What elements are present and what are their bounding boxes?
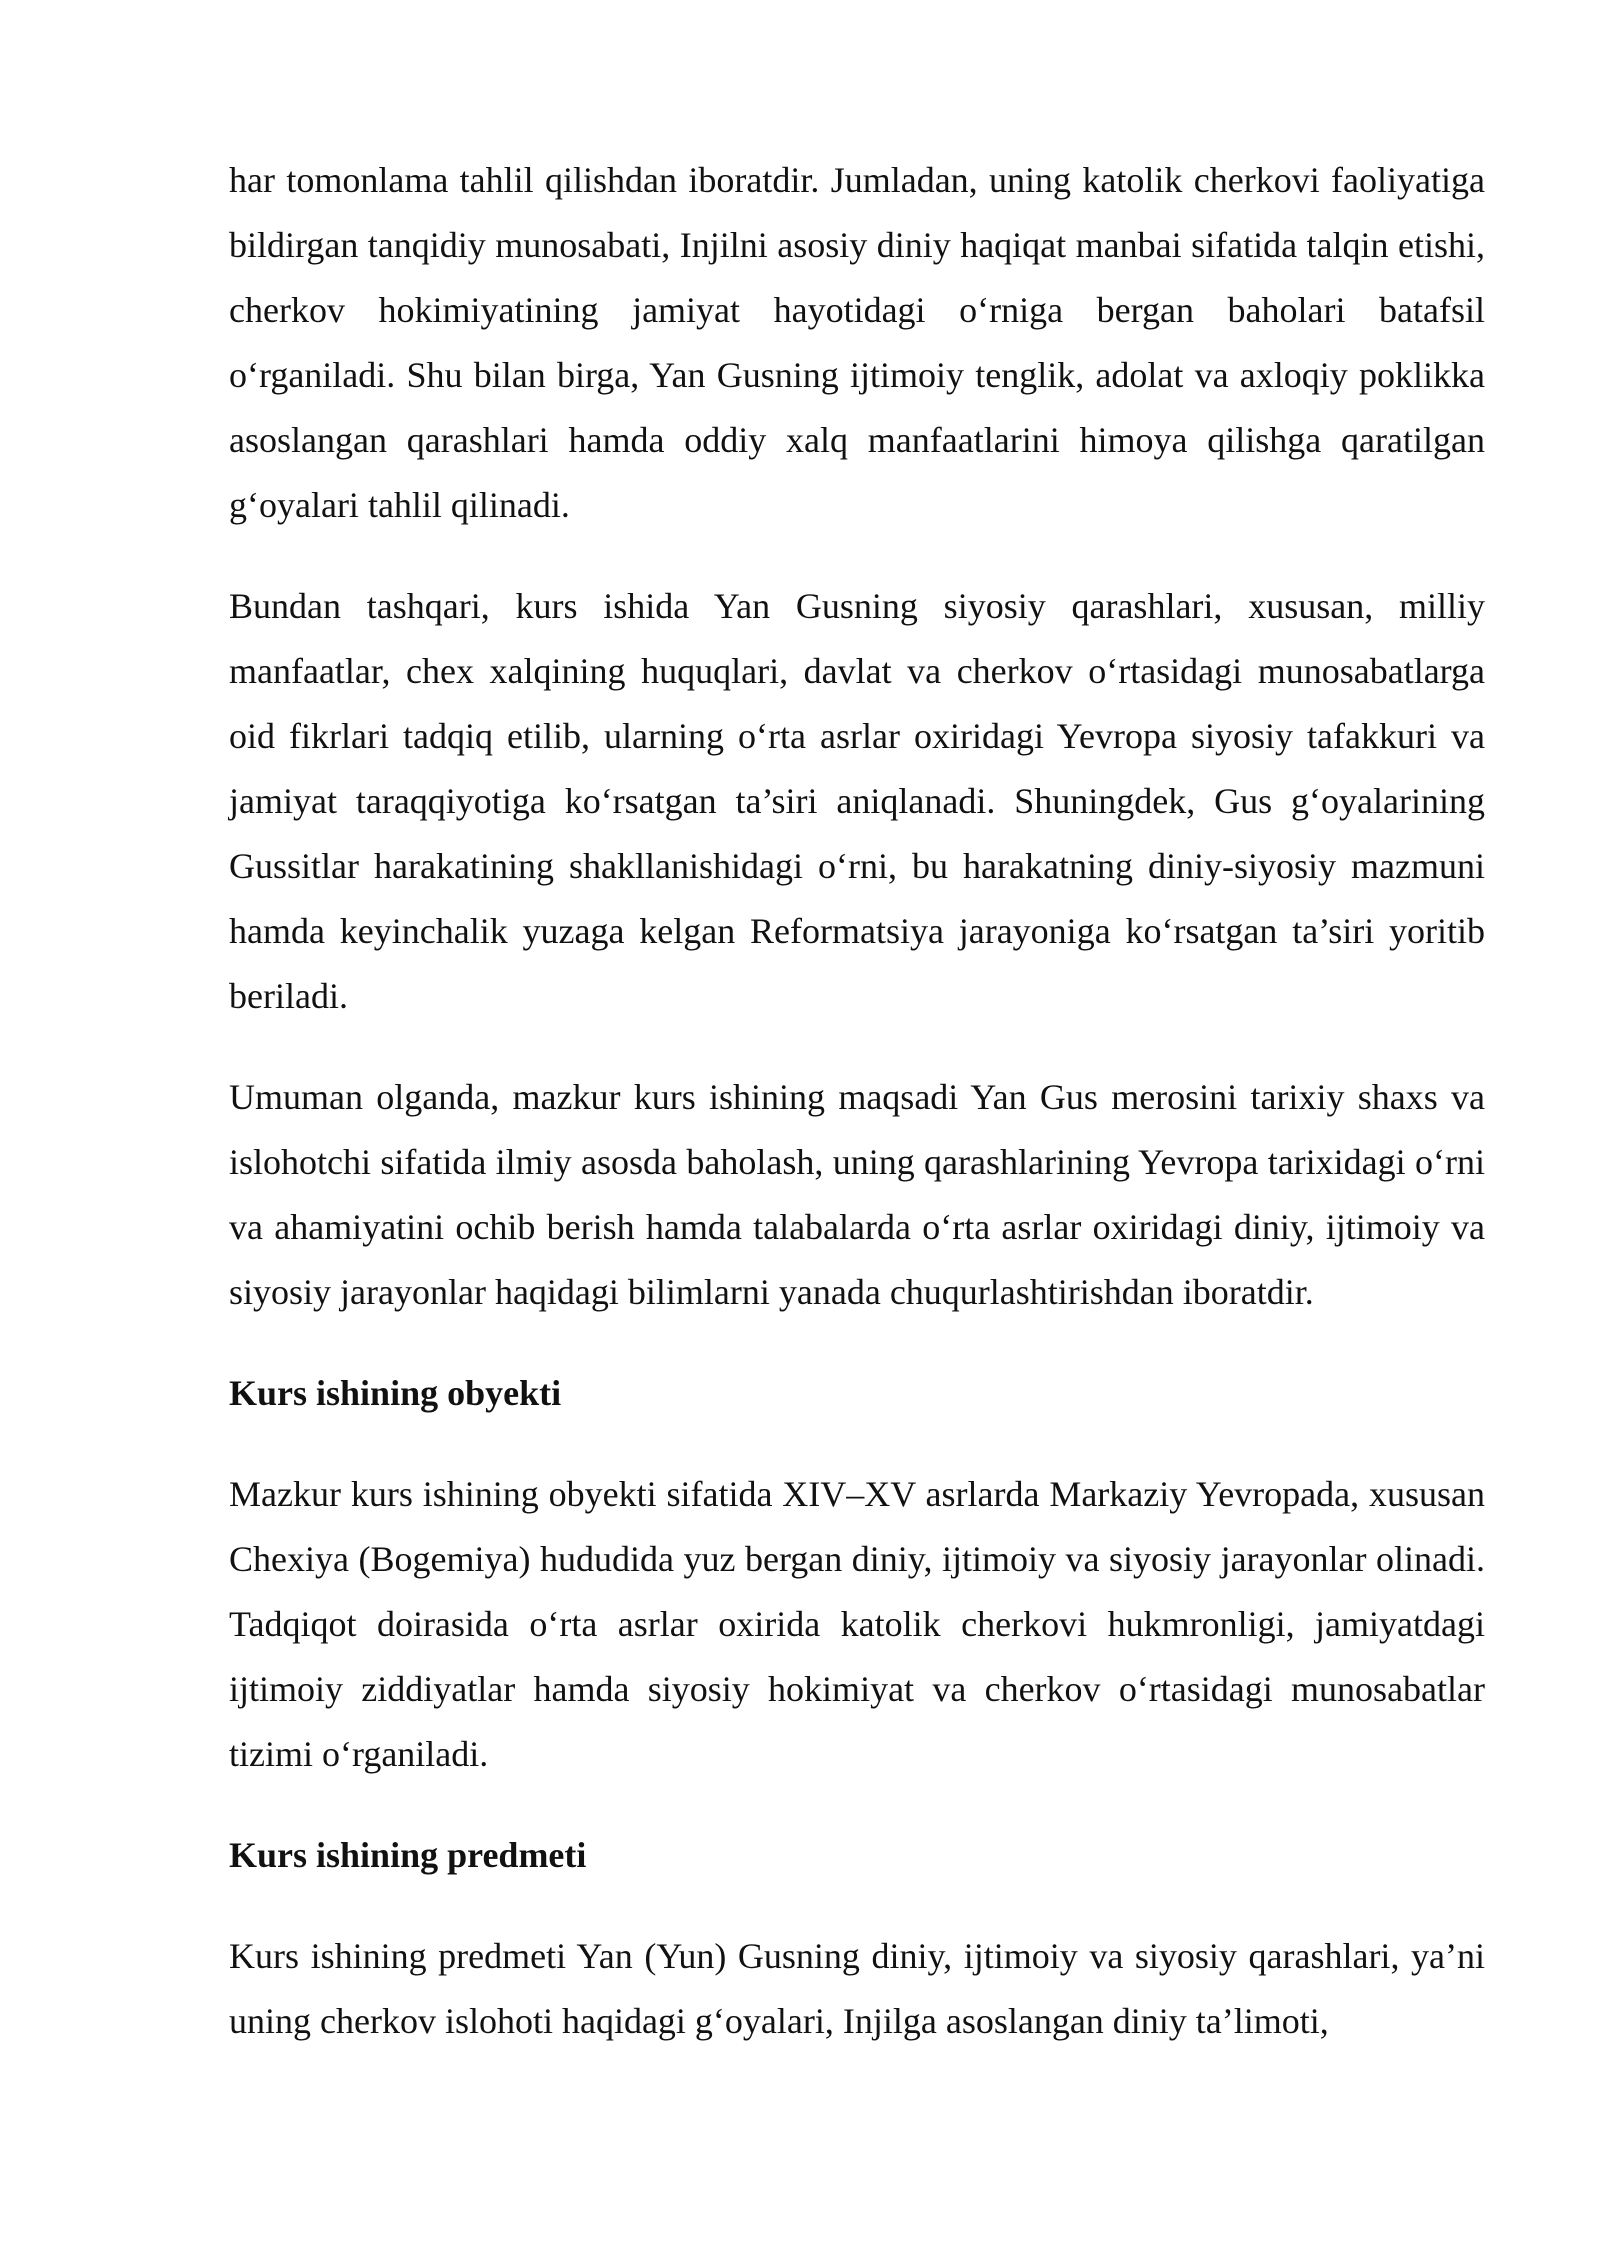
paragraph-goal: Umuman olganda, mazkur kurs ishining maqsadi Yan Gus merosini tarixiy shaxs va islohotchi sifatida ilmiy asosda baholash, uning qarashlarining Yevropa tarixidagi o‘rni va ahamiyatini ochib berish hamda talabalarda o‘rta asrlar oxiridagi diniy, ijtimoiy va siyosiy jarayonlar haqidagi bilimlarni yanada chuqurlashtirishdan iboratdir. [229,1077,1485,1312]
paragraph-analysis: har tomonlama tahlil qilishdan iboratdir. Jumladan, uning katolik cherkovi faoliyatiga bildirgan tanqidiy munosabati, Injilni asosiy diniy haqiqat manbai sifatida talqin etishi, cherkov hokimiyatining jamiyat hayotidagi o‘rniga bergan baholari batafsil o‘rganiladi. Shu bilan birga, Yan Gusning ijtimoiy tenglik, adolat va axloqiy poklikka asoslangan qarashlari hamda oddiy xalq manfaatlarini himoya qilishga qaratilgan g‘oyalari tahlil qilinadi. [229,160,1485,525]
heading-subject: Kurs ishining predmeti [229,1835,587,1875]
heading-object: Kurs ishining obyekti [229,1373,562,1413]
paragraph-political-views: Bundan tashqari, kurs ishida Yan Gusning siyosiy qarashlari, xususan, milliy manfaatlar, chex xalqining huquqlari, davlat va cherkov o‘rtasidagi munosabatlarga oid fikrlari tadqiq etilib, ularning o‘rta asrlar oxiridagi Yevropa siyosiy tafakkuri va jamiyat taraqqiyotiga ko‘rsatgan ta’siri aniqlanadi. Shuningdek, Gus g‘oyalarining Gussitlar harakatining shakllanishidagi o‘rni, bu harakatning diniy-siyosiy mazmuni hamda keyinchalik yuzaga kelgan Reformatsiya jarayoniga ko‘rsatgan ta’siri yoritib beriladi. [229,586,1485,1016]
paragraph-object: Mazkur kurs ishining obyekti sifatida XIV–XV asrlarda Markaziy Yevropada, xususan Chexiya (Bogemiya) hududida yuz bergan diniy, ijtimoiy va siyosiy jarayonlar olinadi. Tadqiqot doirasida o‘rta asrlar oxirida katolik cherkovi hukmronligi, jamiyatdagi ijtimoiy ziddiyatlar hamda siyosiy hokimiyat va cherkov o‘rtasidagi munosabatlar tizimi o‘rganiladi. [229,1474,1485,1774]
document-page [229,148,1485,2054]
paragraph-subject: Kurs ishining predmeti Yan (Yun) Gusning diniy, ijtimoiy va siyosiy qarashlari, ya’ni uning cherkov islohoti haqidagi g‘oyalari, Injilga asoslangan diniy ta’limoti, [229,1936,1485,2041]
